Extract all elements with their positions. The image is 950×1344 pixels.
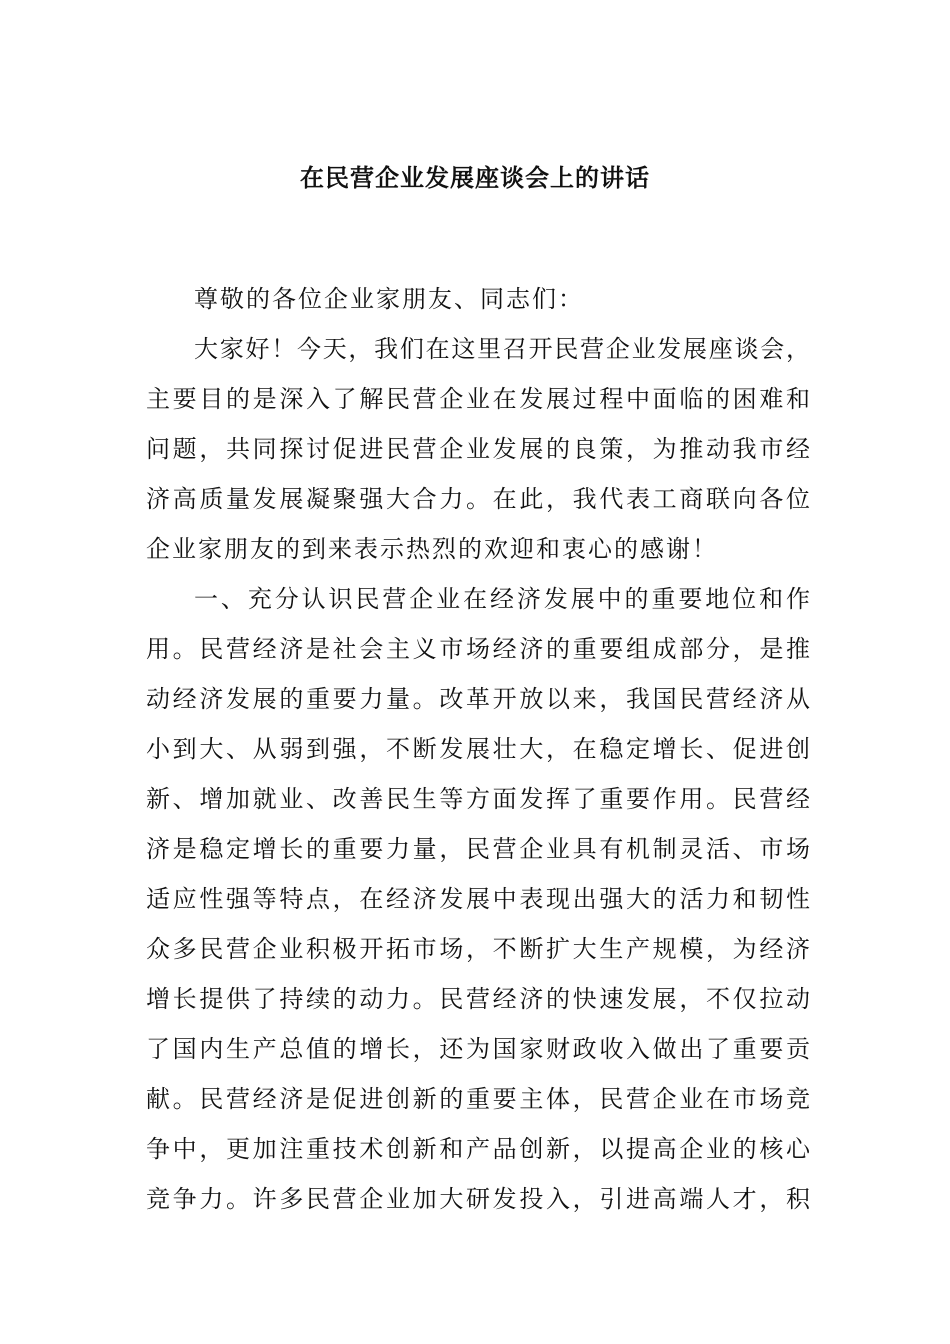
body-text-line: 用。民营经济是社会主义市场经济的重要组成部分，是推 <box>146 635 810 663</box>
body-text-line: 竞争力。许多民营企业加大研发投入，引进高端人才，积 <box>146 1185 810 1213</box>
body-text-line: 争中，更加注重技术创新和产品创新，以提高企业的核心 <box>146 1135 810 1163</box>
body-text-line: 一、充分认识民营企业在经济发展中的重要地位和作 <box>194 585 810 613</box>
body-text-line: 小到大、从弱到强，不断发展壮大，在稳定增长、促进创 <box>146 735 810 763</box>
body-text-line: 问题，共同探讨促进民营企业发展的良策，为推动我市经 <box>146 435 810 463</box>
body-text-line: 尊敬的各位企业家朋友、同志们： <box>194 285 584 313</box>
body-text-line: 济是稳定增长的重要力量，民营企业具有机制灵活、市场 <box>146 835 810 863</box>
body-text-line: 主要目的是深入了解民营企业在发展过程中面临的困难和 <box>146 385 810 413</box>
body-text-line: 济高质量发展凝聚强大合力。在此，我代表工商联向各位 <box>146 485 810 513</box>
document-body <box>146 274 810 1224</box>
body-text-line: 增长提供了持续的动力。民营经济的快速发展，不仅拉动 <box>146 985 810 1013</box>
body-text-line: 众多民营企业积极开拓市场，不断扩大生产规模，为经济 <box>146 935 810 963</box>
body-text-line: 企业家朋友的到来表示热烈的欢迎和衷心的感谢！ <box>146 535 718 563</box>
document-title: 在民营企业发展座谈会上的讲话 <box>300 163 650 192</box>
body-text-line: 新、增加就业、改善民生等方面发挥了重要作用。民营经 <box>146 785 810 813</box>
body-text-line: 献。民营经济是促进创新的重要主体，民营企业在市场竞 <box>146 1085 810 1113</box>
body-text-line: 大家好！今天，我们在这里召开民营企业发展座谈会， <box>194 335 810 363</box>
body-text-line: 适应性强等特点，在经济发展中表现出强大的活力和韧性 <box>146 885 810 913</box>
body-text-line: 动经济发展的重要力量。改革开放以来，我国民营经济从 <box>146 685 810 713</box>
body-text-line: 了国内生产总值的增长，还为国家财政收入做出了重要贡 <box>146 1035 810 1063</box>
